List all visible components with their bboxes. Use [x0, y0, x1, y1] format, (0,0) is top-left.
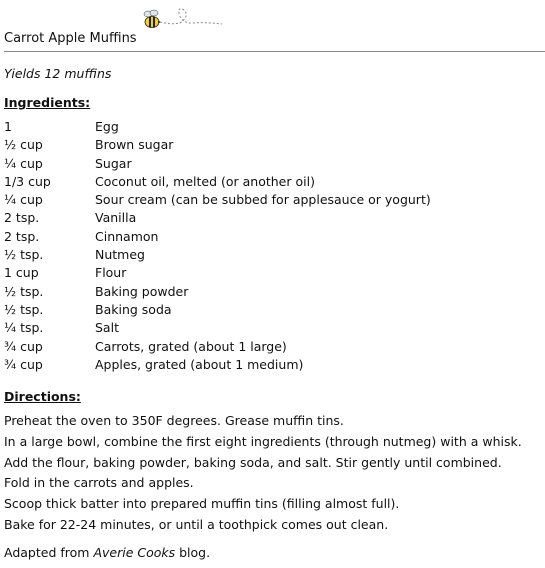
ingredient-row — [4, 136, 431, 154]
direction-step: Bake for 22-24 minutes, or until a toothpick comes out clean. — [4, 516, 389, 532]
ingredient-row — [4, 301, 431, 319]
attribution-prefix: Adapted from — [4, 545, 94, 560]
direction-step: Fold in the carrots and apples. — [4, 475, 194, 491]
ingredient-quantity: ½ tsp. — [4, 247, 44, 263]
ingredient-name: Carrots, grated (about 1 large) — [95, 338, 287, 354]
attribution-suffix: blog. — [175, 545, 211, 560]
ingredient-name: Nutmeg — [95, 247, 145, 263]
ingredient-row — [4, 338, 431, 356]
ingredients-list — [4, 118, 431, 374]
direction-step: Preheat the oven to 350F degrees. Grease muffin tins. — [4, 413, 344, 428]
ingredient-row — [4, 155, 431, 173]
ingredient-row — [4, 246, 431, 264]
ingredient-name: Sour cream (can be subbed for applesauce or yogurt) — [95, 192, 431, 208]
ingredient-quantity: ½ tsp. — [4, 283, 44, 299]
ingredient-name: Egg — [95, 119, 119, 134]
ingredient-row — [4, 209, 431, 227]
ingredient-quantity: 1/3 cup — [4, 173, 51, 189]
recipe-title: Carrot Apple Muffins — [4, 31, 137, 46]
directions-heading: Directions: — [4, 389, 81, 404]
direction-step: In a large bowl, combine the first eight ingredients (through nutmeg) with a whisk. — [4, 433, 522, 449]
ingredients-heading: Ingredients: — [4, 95, 91, 110]
ingredient-name: Coconut oil, melted (or another oil) — [95, 173, 315, 189]
ingredient-row — [4, 228, 431, 246]
ingredient-quantity: ¾ cup — [4, 338, 43, 354]
ingredient-quantity: 2 tsp. — [4, 228, 40, 244]
ingredient-name: Vanilla — [95, 210, 137, 226]
ingredient-row — [4, 356, 431, 374]
ingredient-name: Baking soda — [95, 301, 172, 317]
attribution — [4, 545, 210, 560]
ingredient-name: Sugar — [95, 155, 132, 171]
ingredient-quantity: 1 cup — [4, 265, 39, 281]
ingredient-row — [4, 191, 431, 209]
ingredient-name: Apples, grated (about 1 medium) — [95, 356, 304, 372]
ingredient-row — [4, 173, 431, 191]
directions-list — [4, 411, 522, 536]
ingredient-quantity: ½ tsp. — [4, 301, 44, 317]
direction-step: Scoop thick batter into prepared muffin tins (filling almost full). — [4, 496, 400, 512]
ingredient-quantity: ¾ cup — [4, 356, 43, 372]
ingredient-row — [4, 264, 431, 282]
ingredient-row — [4, 283, 431, 301]
bee-icon — [142, 4, 224, 30]
ingredient-quantity: 2 tsp. — [4, 210, 40, 226]
direction-step: Add the flour, baking powder, baking soda, and salt. Stir gently until combined. — [4, 454, 502, 470]
ingredient-name: Brown sugar — [95, 137, 174, 153]
ingredient-quantity: ¼ cup — [4, 192, 43, 208]
title-divider — [4, 51, 545, 52]
ingredient-quantity: ½ cup — [4, 137, 43, 153]
ingredient-quantity: ¼ cup — [4, 155, 43, 171]
attribution-source: Averie Cooks — [93, 545, 176, 560]
ingredient-row — [4, 319, 431, 337]
ingredient-quantity: 1 — [4, 119, 12, 134]
ingredient-quantity: ¼ tsp. — [4, 320, 44, 336]
ingredient-name: Flour — [95, 265, 127, 281]
ingredient-name: Baking powder — [95, 283, 189, 299]
recipe-yield: Yields 12 muffins — [4, 66, 112, 81]
ingredient-name: Salt — [95, 320, 119, 336]
ingredient-row — [4, 118, 431, 136]
ingredient-name: Cinnamon — [95, 228, 159, 244]
